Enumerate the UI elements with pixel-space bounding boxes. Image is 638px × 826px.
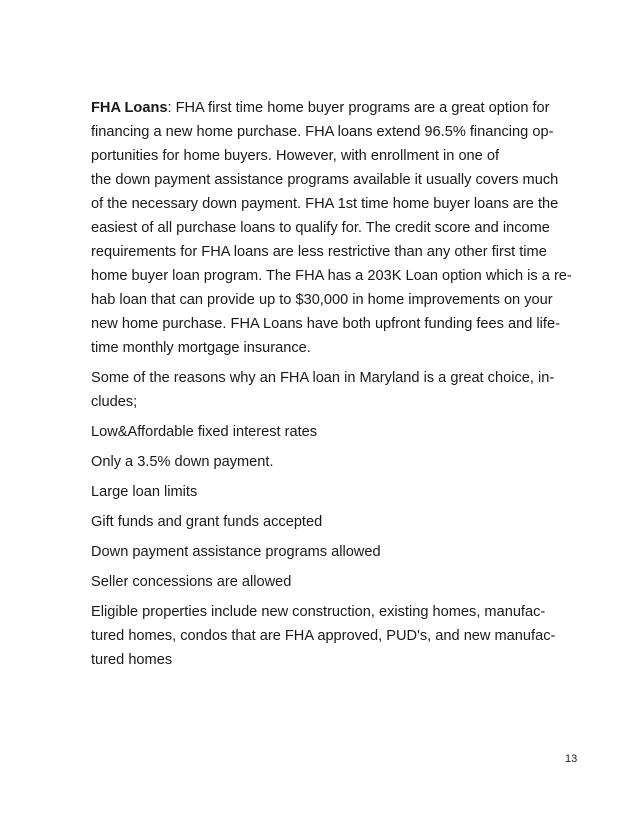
reason-item <box>91 570 591 594</box>
reason-text: Only a 3.5% down payment. <box>91 454 274 470</box>
reason-item <box>91 420 591 444</box>
eligible-properties-paragraph <box>91 600 591 672</box>
paragraph-line: requirements for FHA loans are less restrictive than any other first time <box>91 244 547 260</box>
paragraph-line: Eligible properties include new construction, existing homes, manufac- <box>91 604 546 620</box>
paragraph-line: tured homes <box>91 652 173 668</box>
paragraph-line-text: : FHA first time home buyer programs are a great option for <box>167 100 550 116</box>
fha-loans-heading: FHA Loans <box>91 100 168 116</box>
reason-text: Low&Affordable fixed interest rates <box>91 424 318 440</box>
reason-item <box>91 540 591 564</box>
reason-text: Large loan limits <box>91 484 198 500</box>
paragraph-line: financing a new home purchase. FHA loans extend 96.5% financing op- <box>91 124 554 140</box>
paragraph-line: Some of the reasons why an FHA loan in Maryland is a great choice, in- <box>91 370 555 386</box>
paragraph-line: the down payment assistance programs available it usually covers much <box>91 172 559 188</box>
reason-text: Gift funds and grant funds accepted <box>91 514 323 530</box>
paragraph-line: hab loan that can provide up to $30,000 in home improvements on your <box>91 292 553 308</box>
paragraph-line: easiest of all purchase loans to qualify for. The credit score and income <box>91 220 550 236</box>
paragraph-line: cludes; <box>91 394 138 410</box>
page-content <box>91 96 591 672</box>
paragraph-line <box>91 96 591 120</box>
reason-text: Seller concessions are allowed <box>91 574 292 590</box>
paragraph-line: home buyer loan program. The FHA has a 203K Loan option which is a re- <box>91 268 572 284</box>
reasons-intro-paragraph <box>91 366 591 414</box>
paragraph-line: new home purchase. FHA Loans have both upfront funding fees and life- <box>91 316 560 332</box>
fha-loans-paragraph <box>91 96 591 360</box>
reason-item <box>91 450 591 474</box>
paragraph-line: time monthly mortgage insurance. <box>91 340 311 356</box>
reason-item <box>91 480 591 504</box>
paragraph-line: portunities for home buyers. However, with enrollment in one of <box>91 148 500 164</box>
paragraph-line: tured homes, condos that are FHA approved, PUD's, and new manufac- <box>91 628 556 644</box>
paragraph-line: of the necessary down payment. FHA 1st time home buyer loans are the <box>91 196 559 212</box>
page-number: 13 <box>565 753 578 765</box>
reason-item <box>91 510 591 534</box>
reason-text: Down payment assistance programs allowed <box>91 544 381 560</box>
